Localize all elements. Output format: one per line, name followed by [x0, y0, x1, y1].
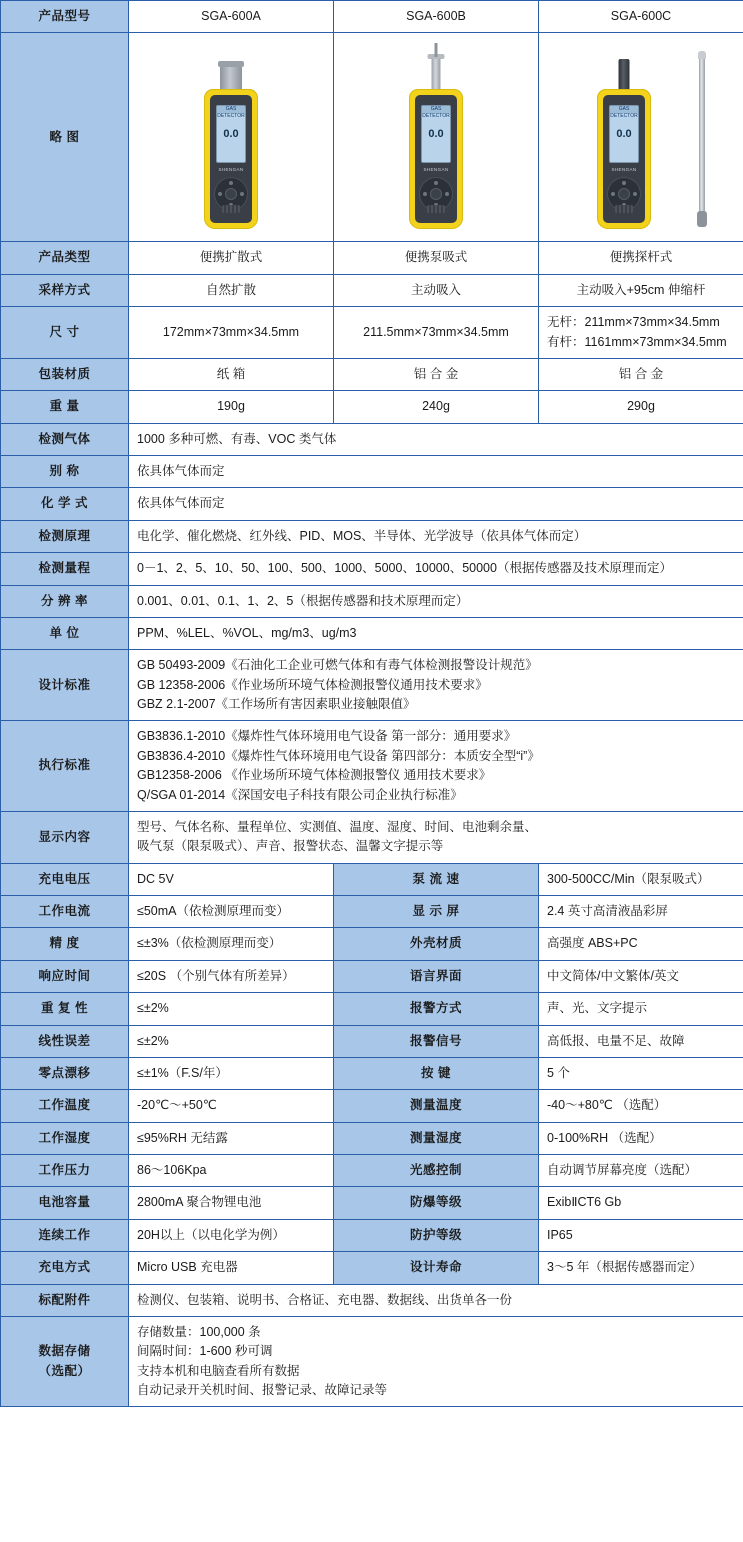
table-row-storage [1, 1316, 743, 1407]
row-label-alias: 别 称 [1, 456, 129, 488]
telescopic-rod-icon [699, 51, 705, 227]
brand-label: SHENGAN [611, 167, 637, 173]
key-up-icon [229, 181, 233, 185]
detector-body [597, 89, 651, 229]
table-row-accuracy [1, 928, 743, 960]
row-label-storage [1, 1316, 129, 1407]
language-value: 中文简体/中文繁体/英文 [539, 960, 743, 992]
table-row-working-humidity [1, 1122, 743, 1154]
exec-standard-line1: GB3836.1-2010《爆炸性气体环境用电气设备 第一部分：通用要求》 [137, 729, 517, 744]
table-row-working-temp [1, 1090, 743, 1122]
speaker-grille-icon [615, 205, 633, 213]
sampling-c: 主动吸入+95cm 伸缩杆 [539, 274, 743, 306]
device-illustration-probe [547, 39, 735, 235]
row-label-principle: 检测原理 [1, 520, 129, 552]
row-label-keys: 按 键 [334, 1057, 539, 1089]
display-content-line2: 吸气泵（限泵吸式）、声音、报警状态、温馨文字提示等 [137, 839, 444, 854]
storage-value [129, 1316, 743, 1407]
table-row-repeatability [1, 993, 743, 1025]
row-label-model: 产品型号 [1, 1, 129, 33]
keys-value: 5 个 [539, 1057, 743, 1089]
row-label-measure-humidity: 测量湿度 [334, 1122, 539, 1154]
working-humidity-value: ≤95%RH 无结露 [129, 1122, 334, 1154]
working-pressure-value: 86～106Kpa [129, 1155, 334, 1187]
table-row-continuous-work [1, 1219, 743, 1251]
brand-label: SHENGAN [218, 167, 244, 173]
row-label-detect-gas: 检测气体 [1, 423, 129, 455]
principle-value: 电化学、催化燃烧、红外线、PID、MOS、半导体、光学波导（依具体气体而定） [129, 520, 743, 552]
table-row-charge-voltage [1, 863, 743, 895]
speaker-grille-icon [427, 205, 445, 213]
row-label-working-humidity: 工作湿度 [1, 1122, 129, 1154]
display-content-value [129, 811, 743, 863]
table-row-model [1, 1, 743, 33]
row-label-linear-error: 线性误差 [1, 1025, 129, 1057]
model-b: SGA-600B [334, 1, 539, 33]
screen-top-label: GAS DETECTOR [422, 106, 450, 120]
table-row-zero-drift [1, 1057, 743, 1089]
key-left-icon [423, 192, 427, 196]
table-row-exec-standard [1, 721, 743, 812]
table-row-working-current [1, 896, 743, 928]
light-control-value: 自动调节屏幕亮度（选配） [539, 1155, 743, 1187]
table-row-resolution [1, 585, 743, 617]
speaker-grille-icon [222, 205, 240, 213]
dimensions-c-line2: 有杆：1161mm×73mm×34.5mm [547, 334, 727, 349]
row-label-battery: 电池容量 [1, 1187, 129, 1219]
key-right-icon [445, 192, 449, 196]
measure-humidity-value: 0-100%RH （选配） [539, 1122, 743, 1154]
table-row-design-standard [1, 650, 743, 721]
row-label-alarm-mode: 报警方式 [334, 993, 539, 1025]
table-row-formula [1, 488, 743, 520]
pump-tip-icon [435, 43, 438, 57]
row-label-formula: 化 学 式 [1, 488, 129, 520]
row-label-continuous-work: 连续工作 [1, 1219, 129, 1251]
key-up-icon [434, 181, 438, 185]
table-row-weight [1, 391, 743, 423]
storage-line3: 支持本机和电脑查看所有数据 [137, 1363, 300, 1378]
table-row-product-type [1, 242, 743, 274]
display-content-line1: 型号、气体名称、量程单位、实测值、温度、湿度、时间、电池剩余量、 [137, 819, 538, 834]
row-label-weight: 重 量 [1, 391, 129, 423]
product-type-a: 便携扩散式 [129, 242, 334, 274]
table-row-range [1, 553, 743, 585]
dimensions-c [539, 307, 743, 359]
zero-drift-value: ≤±1%（F.S/年） [129, 1057, 334, 1089]
measure-temp-value: -40～+80℃ （选配） [539, 1090, 743, 1122]
screen-reading: 0.0 [616, 128, 632, 141]
model-c: SGA-600C [539, 1, 743, 33]
dimensions-b: 211.5mm×73mm×34.5mm [334, 307, 539, 359]
table-row-display-content [1, 811, 743, 863]
packing-b: 铝 合 金 [334, 358, 539, 390]
row-label-ex-level: 防爆等级 [334, 1187, 539, 1219]
row-label-design-life: 设计寿命 [334, 1252, 539, 1284]
device-illustration-diffusion [137, 39, 325, 235]
alias-value: 依具体气体而定 [129, 456, 743, 488]
working-current-value: ≤50mA（依检测原理而变） [129, 896, 334, 928]
design-standard-line1: GB 50493-2009《石油化工企业可燃气体和有毒气体检测报警设计规范》 [137, 658, 538, 673]
product-type-b: 便携泵吸式 [334, 242, 539, 274]
table-row-alias [1, 456, 743, 488]
range-value: 0－1、2、5、10、50、100、500、1000、5000、10000、50000（根据传感器及技术原理而定） [129, 553, 743, 585]
weight-b: 240g [334, 391, 539, 423]
row-label-packing: 包装材质 [1, 358, 129, 390]
packing-a: 纸 箱 [129, 358, 334, 390]
detect-gas-value: 1000 多种可燃、有毒、VOC 类气体 [129, 423, 743, 455]
detector-face [415, 95, 457, 223]
row-label-working-temp: 工作温度 [1, 1090, 129, 1122]
design-standard-value [129, 650, 743, 721]
battery-value: 2800mA 聚合物锂电池 [129, 1187, 334, 1219]
device-illustration-pump [342, 39, 530, 235]
alarm-mode-value: 声、光、文字提示 [539, 993, 743, 1025]
response-time-value: ≤20S （个别气体有所差异） [129, 960, 334, 992]
table-row-accessories [1, 1284, 743, 1316]
row-label-alarm-signal: 报警信号 [334, 1025, 539, 1057]
screen-top-label: GAS DETECTOR [217, 106, 245, 120]
unit-value: PPM、%LEL、%VOL、mg/m3、ug/m3 [129, 617, 743, 649]
row-label-diagram: 略 图 [1, 33, 129, 242]
sampling-b: 主动吸入 [334, 274, 539, 306]
screen-top-label: GAS DETECTOR [610, 106, 638, 120]
ip-level-value: IP65 [539, 1219, 743, 1251]
table-row-response-time [1, 960, 743, 992]
row-label-dimensions: 尺 寸 [1, 307, 129, 359]
resolution-value: 0.001、0.01、0.1、1、2、5（根据传感器和技术原理而定） [129, 585, 743, 617]
ex-level-value: ExibⅡCT6 Gb [539, 1187, 743, 1219]
table-row-detect-gas [1, 423, 743, 455]
row-label-range: 检测量程 [1, 553, 129, 585]
row-label-sampling: 采样方式 [1, 274, 129, 306]
pump-nozzle-icon [432, 57, 441, 89]
probe-nozzle-icon [619, 59, 630, 89]
row-label-accessories: 标配附件 [1, 1284, 129, 1316]
sampling-a: 自然扩散 [129, 274, 334, 306]
detector-face [210, 95, 252, 223]
design-life-value: 3～5 年（根据传感器而定） [539, 1252, 743, 1284]
storage-label-line2: （选配） [38, 1363, 91, 1378]
weight-a: 190g [129, 391, 334, 423]
row-label-display-content: 显示内容 [1, 811, 129, 863]
repeatability-value: ≤±2% [129, 993, 334, 1025]
row-label-working-current: 工作电流 [1, 896, 129, 928]
key-right-icon [633, 192, 637, 196]
row-label-unit: 单 位 [1, 617, 129, 649]
exec-standard-value [129, 721, 743, 812]
dimensions-a: 172mm×73mm×34.5mm [129, 307, 334, 359]
row-label-shell-material: 外壳材质 [334, 928, 539, 960]
storage-line4: 自动记录开关机时间、报警记录、故障记录等 [137, 1383, 388, 1397]
linear-error-value: ≤±2% [129, 1025, 334, 1057]
formula-value: 依具体气体而定 [129, 488, 743, 520]
table-row-diagram [1, 33, 743, 242]
design-standard-line3: GBZ 2.1-2007《工作场所有害因素职业接触限值》 [137, 697, 416, 711]
screen-reading: 0.0 [223, 128, 239, 141]
row-label-accuracy: 精 度 [1, 928, 129, 960]
display-screen-value: 2.4 英寸高清液晶彩屏 [539, 896, 743, 928]
pump-flow-value: 300-500CC/Min（限泵吸式） [539, 863, 743, 895]
weight-c: 290g [539, 391, 743, 423]
continuous-work-value: 20H以上（以电化学为例） [129, 1219, 334, 1251]
row-label-repeatability: 重 复 性 [1, 993, 129, 1025]
table-row-charge-mode [1, 1252, 743, 1284]
table-row-dimensions [1, 307, 743, 359]
exec-standard-line2: GB3836.4-2010《爆炸性气体环境用电气设备 第四部分：本质安全型“i”》 [137, 748, 540, 763]
row-label-charge-voltage: 充电电压 [1, 863, 129, 895]
charge-voltage-value: DC 5V [129, 863, 334, 895]
charge-mode-value: Micro USB 充电器 [129, 1252, 334, 1284]
device-image-c [539, 33, 743, 242]
model-a: SGA-600A [129, 1, 334, 33]
row-label-exec-standard: 执行标准 [1, 721, 129, 812]
exec-standard-line4: Q/SGA 01-2014《深国安电子科技有限公司企业执行标准》 [137, 787, 463, 802]
row-label-product-type: 产品类型 [1, 242, 129, 274]
detector-screen [609, 105, 639, 163]
packing-c: 铝 合 金 [539, 358, 743, 390]
design-standard-line2: GB 12358-2006《作业场所环境气体检测报警仪通用技术要求》 [137, 677, 488, 692]
shell-material-value: 高强度 ABS+PC [539, 928, 743, 960]
row-label-charge-mode: 充电方式 [1, 1252, 129, 1284]
dimensions-c-line1: 无杆：211mm×73mm×34.5mm [547, 315, 720, 330]
key-up-icon [622, 181, 626, 185]
alarm-signal-value: 高低报、电量不足、故障 [539, 1025, 743, 1057]
row-label-light-control: 光感控制 [334, 1155, 539, 1187]
key-left-icon [611, 192, 615, 196]
working-temp-value: -20℃～+50℃ [129, 1090, 334, 1122]
row-label-design-standard: 设计标准 [1, 650, 129, 721]
storage-line1: 存储数量：100,000 条 [137, 1324, 261, 1339]
device-image-a [129, 33, 334, 242]
screen-reading: 0.0 [428, 128, 444, 141]
row-label-response-time: 响应时间 [1, 960, 129, 992]
row-label-display-screen: 显 示 屏 [334, 896, 539, 928]
row-label-zero-drift: 零点漂移 [1, 1057, 129, 1089]
detector-screen [421, 105, 451, 163]
table-row-packing [1, 358, 743, 390]
table-row-unit [1, 617, 743, 649]
table-row-sampling [1, 274, 743, 306]
row-label-working-pressure: 工作压力 [1, 1155, 129, 1187]
detector-body [204, 89, 258, 229]
table-row-battery [1, 1187, 743, 1219]
row-label-measure-temp: 测量温度 [334, 1090, 539, 1122]
accessories-value: 检测仪、包装箱、说明书、合格证、充电器、数据线、出货单各一份 [129, 1284, 743, 1316]
table-row-principle [1, 520, 743, 552]
storage-label-line1: 数据存储 [38, 1344, 91, 1359]
key-right-icon [240, 192, 244, 196]
detector-screen [216, 105, 246, 163]
accuracy-value: ≤±3%（依检测原理而变） [129, 928, 334, 960]
brand-label: SHENGAN [423, 167, 449, 173]
product-type-c: 便携探杆式 [539, 242, 743, 274]
storage-line2: 间隔时间：1-600 秒可调 [137, 1344, 273, 1359]
row-label-language: 语言界面 [334, 960, 539, 992]
device-image-b [334, 33, 539, 242]
exec-standard-line3: GB12358-2006 《作业场所环境气体检测报警仪 通用技术要求》 [137, 768, 492, 783]
row-label-pump-flow: 泵 流 速 [334, 863, 539, 895]
key-left-icon [218, 192, 222, 196]
row-label-resolution: 分 辨 率 [1, 585, 129, 617]
row-label-ip-level: 防护等级 [334, 1219, 539, 1251]
table-row-linear-error [1, 1025, 743, 1057]
detector-face [603, 95, 645, 223]
table-row-working-pressure [1, 1155, 743, 1187]
detector-body [409, 89, 463, 229]
sensor-cap-icon [220, 65, 242, 89]
